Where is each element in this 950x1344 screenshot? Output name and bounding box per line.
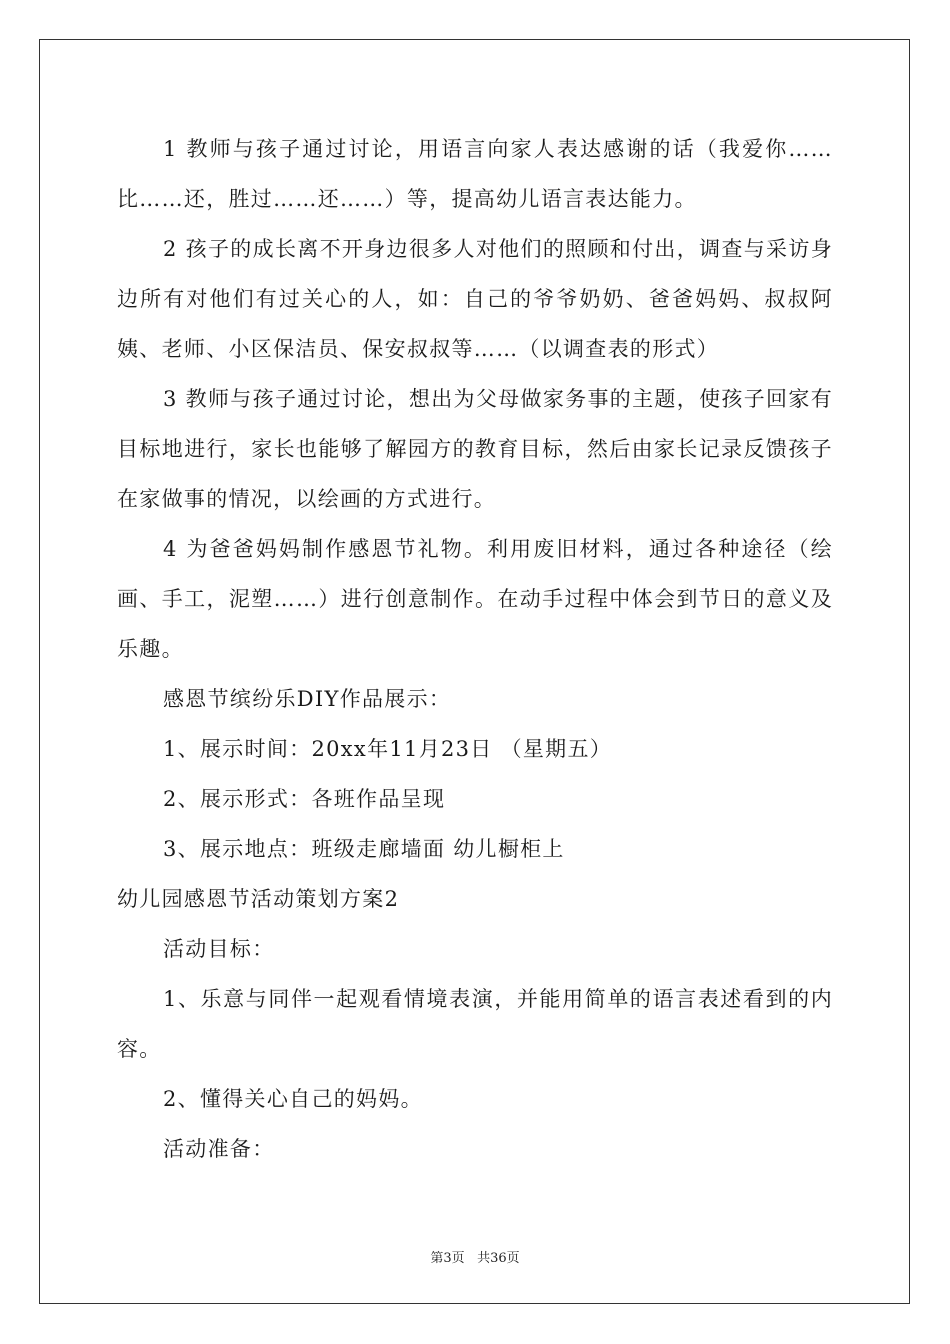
showcase-form: 2、展示形式：各班作品呈现 [163,787,446,811]
document-body [117,124,833,1174]
page-footer [0,1247,950,1266]
total-pages: 共36页 [477,1251,520,1266]
page-number: 第3页 [430,1251,465,1266]
paragraph-1: 1 教师与孩子通过讨论，用语言向家人表达感谢的话（我爱你……比……还，胜过……还……）等，提高幼儿语言表达能力。 [117,137,833,211]
showcase-time: 1、展示时间：20xx年11月23日 （星期五） [163,737,613,761]
section-label-preparation: 活动准备： [163,1137,275,1161]
section-label-goals: 活动目标： [163,937,275,961]
goal-2: 2、懂得关心自己的妈妈。 [163,1087,423,1111]
section-heading-plan-2: 幼儿园感恩节活动策划方案2 [117,887,400,911]
goal-1: 1、乐意与同伴一起观看情境表演，并能用简单的语言表述看到的内容。 [117,987,833,1061]
section-label-diy-showcase: 感恩节缤纷乐DIY作品展示： [163,687,452,711]
paragraph-2: 2 孩子的成长离不开身边很多人对他们的照顾和付出，调查与采访身边所有对他们有过关心的人，如：自己的爷爷奶奶、爸爸妈妈、叔叔阿姨、老师、小区保洁员、保安叔叔等……（以调查表的形式） [117,237,833,361]
paragraph-3: 3 教师与孩子通过讨论，想出为父母做家务事的主题，使孩子回家有目标地进行，家长也能够了解园方的教育目标，然后由家长记录反馈孩子在家做事的情况，以绘画的方式进行。 [117,387,833,511]
paragraph-4: 4 为爸爸妈妈制作感恩节礼物。利用废旧材料，通过各种途径（绘画、手工，泥塑……）进行创意制作。在动手过程中体会到节日的意义及乐趣。 [117,537,833,661]
showcase-location: 3、展示地点：班级走廊墙面 幼儿橱柜上 [163,837,565,861]
